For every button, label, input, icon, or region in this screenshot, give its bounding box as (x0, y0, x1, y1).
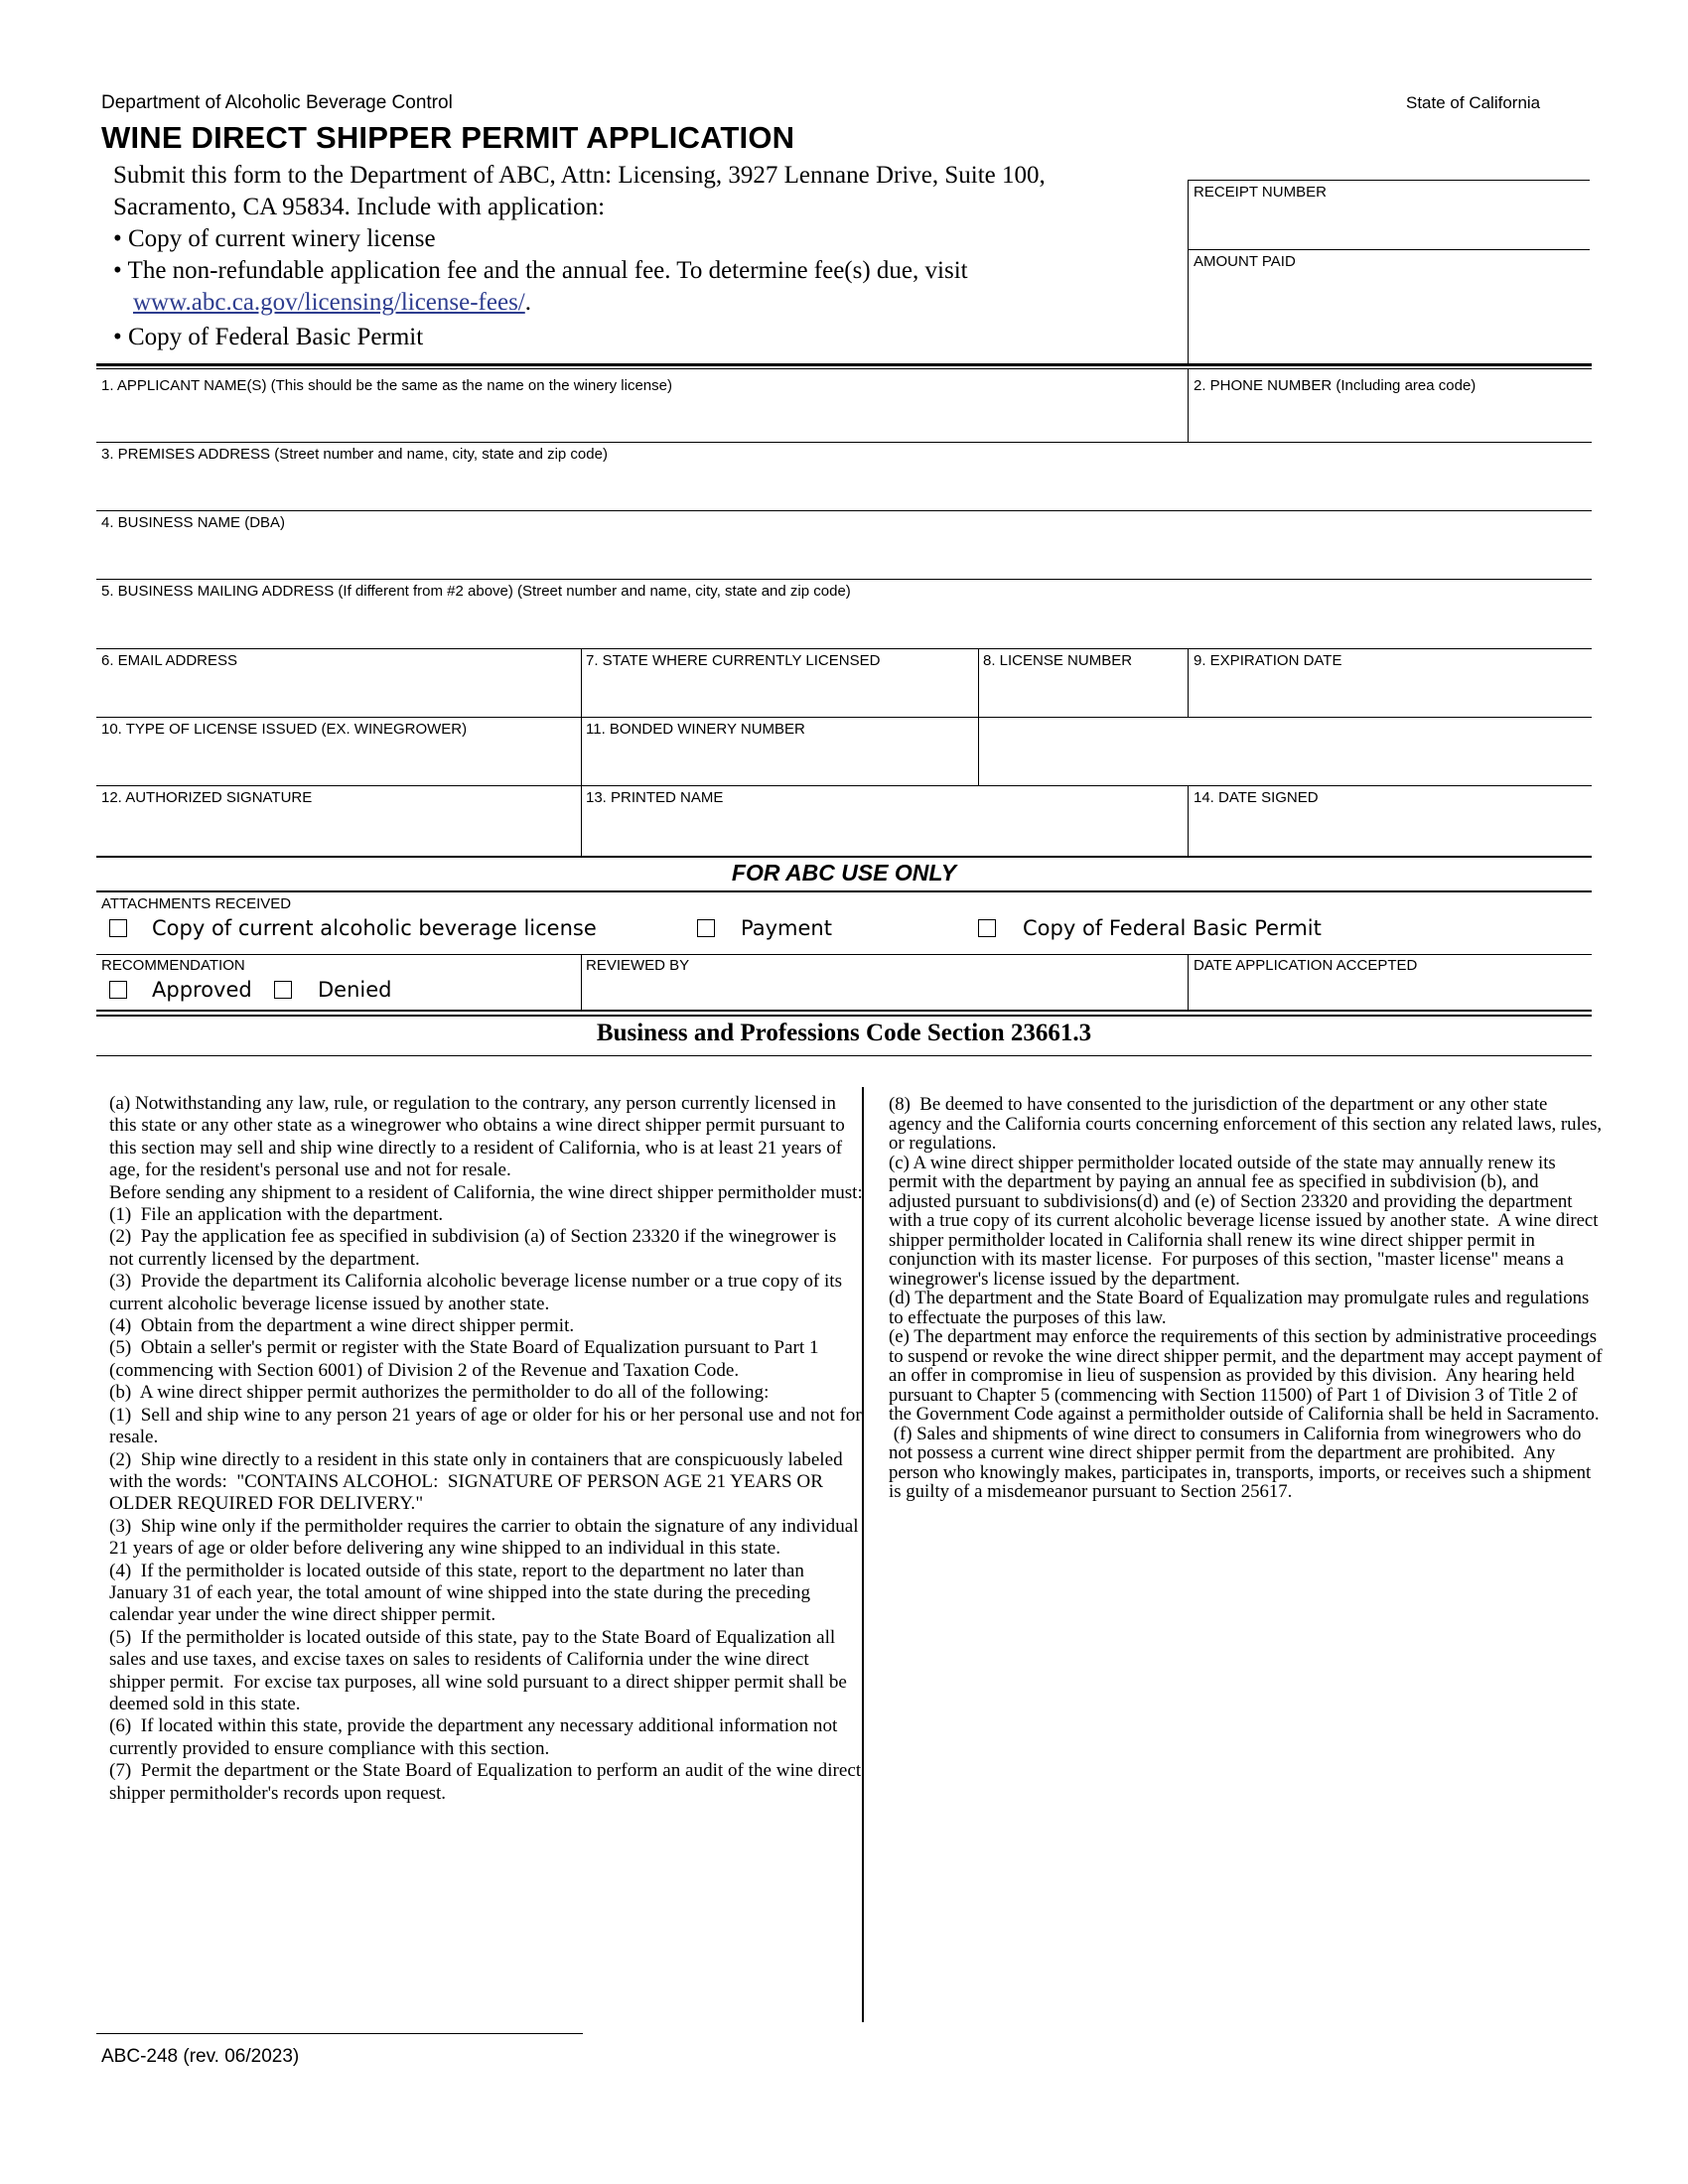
authorized-signature-input[interactable] (103, 814, 574, 850)
receipt-number-input[interactable] (1196, 208, 1587, 240)
printed-name-input[interactable] (588, 814, 1183, 850)
authorized-signature-label: 12. AUTHORIZED SIGNATURE (101, 789, 313, 806)
state-name: State of California (1406, 93, 1541, 112)
code-right-column (889, 1094, 1608, 1502)
date-signed-label: 14. DATE SIGNED (1194, 789, 1319, 806)
instructions-bullet-3: • Copy of Federal Basic Permit (113, 324, 424, 350)
instructions-line-1: Submit this form to the Department of ABC, Attn: Licensing, 3927 Lennane Drive, Suite 100, (113, 162, 1046, 189)
reviewed-by-input[interactable] (588, 979, 1183, 1009)
code-para: (1) File an application with the department. (109, 1204, 444, 1226)
abc-col-divider-b (1188, 954, 1189, 1011)
instructions-link-line (133, 289, 531, 317)
row1-bottom-rule (96, 442, 1592, 443)
email-address-label: 6. EMAIL ADDRESS (101, 652, 237, 669)
code-para: (4) Obtain from the department a wine direct shipper permit. (109, 1315, 575, 1337)
code-section-heading: Business and Professions Code Section 23661.3 (596, 1020, 1092, 1046)
recommendation-label: RECOMMENDATION (101, 957, 245, 974)
code-para: (b) A wine direct shipper permit authorizes the permitholder to do all of the following: (109, 1382, 770, 1404)
denied-checkbox-label: Denied (318, 978, 392, 1002)
approved-checkbox[interactable] (109, 981, 127, 999)
federal-permit-checkbox[interactable] (978, 919, 996, 937)
date-signed-input[interactable] (1196, 814, 1587, 850)
phone-number-input[interactable] (1196, 401, 1587, 437)
row7-bottom-rule (96, 856, 1592, 858)
code-para: (7) Permit the department or the State Board of Equalization to perform an audit of the wine direct shipper permitholder's records upon request. (109, 1760, 866, 1804)
code-para: (6) If located within this state, provide the department any necessary additional information not currently provided to ensure compliance with this section. (109, 1715, 843, 1759)
federal-permit-checkbox-label: Copy of Federal Basic Permit (1023, 916, 1322, 940)
license-copy-checkbox[interactable] (109, 919, 127, 937)
main-divider-thick (96, 363, 1592, 366)
abc-col-divider-a (581, 954, 582, 1011)
row2-bottom-rule (96, 510, 1592, 511)
abc-heading-rule (96, 890, 1592, 892)
code-para: (a) Notwithstanding any law, rule, or regulation to the contrary, any person currently licensed in this state or any other state as a winegrower who obtains a wine direct shipper permit pursuant to this section may sell and ship wine directly to a resident of California, who is at least 21 years of age, for the resident's personal use and not for resale. (109, 1093, 850, 1181)
code-heading-rule (96, 1055, 1592, 1056)
row4-bottom-rule (96, 648, 1592, 649)
receipt-number-label: RECEIPT NUMBER (1194, 184, 1327, 201)
code-para: (8) Be deemed to have consented to the jurisdiction of the department or any other state agency and the California courts concerning enforcement of this section any related laws, rules, or regulations. (889, 1094, 1607, 1154)
approved-checkbox-label: Approved (152, 978, 252, 1002)
code-para: (1) Sell and ship wine to any person 21 years of age or older for his or her personal use and not for resale. (109, 1404, 867, 1448)
premises-address-input[interactable] (103, 471, 1587, 506)
business-name-input[interactable] (103, 539, 1587, 575)
row5-bottom-rule (96, 717, 1592, 718)
abc-double-rule-1 (96, 1010, 1592, 1012)
applicant-name-input[interactable] (103, 401, 1180, 437)
email-address-input[interactable] (103, 677, 574, 713)
license-copy-checkbox-label: Copy of current alcoholic beverage license (152, 916, 597, 940)
code-para: (5) If the permitholder is located outside of this state, pay to the State Board of Equalization all sales and use taxes, and excise taxes on sales to residents of California under the wine direct shipper permit. For excise tax purposes, all wine sold pursuant to a direct shipper permit shall be deemed sold in this state. (109, 1626, 852, 1714)
code-para: (2) Ship wine directly to a resident in this state only in containers that are conspicuously labeled with the words: "CONTAINS ALCOHOL: SIGNATURE OF PERSON AGE 21 YEARS OR OLDER REQUIRED FOR DELIVERY." (109, 1448, 848, 1515)
code-para: (5) Obtain a seller's permit or register with the State Board of Equalization pursuant to Part 1 (commencing with Section 6001) of Division 2 of the Revenue and Taxation Code. (109, 1337, 824, 1381)
form-title: WINE DIRECT SHIPPER PERMIT APPLICATION (101, 120, 795, 155)
bonded-winery-input[interactable] (588, 746, 974, 781)
col-divider-d (1188, 785, 1189, 858)
phone-number-label: 2. PHONE NUMBER (Including area code) (1194, 377, 1477, 394)
link-suffix: . (524, 289, 532, 316)
expiration-date-input[interactable] (1196, 677, 1587, 713)
code-para: (4) If the permitholder is located outside of this state, report to the department no later than January 31 of each year, the total amount of wine shipped into the state during the preceding calendar year under the wine direct shipper permit. (109, 1560, 815, 1626)
license-fees-link[interactable]: www.abc.ca.gov/licensing/license-fees/ (133, 289, 525, 316)
amount-paid-input[interactable] (1196, 280, 1587, 312)
main-divider-thin (96, 368, 1592, 369)
date-accepted-input[interactable] (1196, 979, 1587, 1009)
row6-bottom-rule (96, 785, 1592, 786)
applicant-name-label: 1. APPLICANT NAME(S) (This should be the same as the name on the winery license) (101, 377, 672, 394)
code-para: Before sending any shipment to a resident of California, the wine direct shipper permitholder must: (109, 1181, 863, 1203)
instructions-bullet-1: • Copy of current winery license (113, 225, 436, 252)
footer-rule (96, 2033, 583, 2034)
code-para: (2) Pay the application fee as specified in subdivision (a) of Section 23320 if the winegrower is not currently licensed by the department. (109, 1226, 842, 1270)
code-para: (3) Provide the department its California alcoholic beverage license number or a true copy of its current alcoholic beverage license issued by another state. (109, 1271, 847, 1314)
attachments-bottom-rule (96, 954, 1592, 955)
reviewed-by-label: REVIEWED BY (586, 957, 690, 974)
premises-address-label: 3. PREMISES ADDRESS (Street number and name, city, state and zip code) (101, 446, 608, 463)
office-box-top-rule (1188, 180, 1590, 181)
instructions-line-2: Sacramento, CA 95834. Include with application: (113, 194, 606, 220)
instructions-bullet-2: • The non-refundable application fee and the annual fee. To determine fee(s) due, visit (113, 257, 968, 284)
row3-bottom-rule (96, 579, 1592, 580)
attachments-received-label: ATTACHMENTS RECEIVED (101, 895, 292, 912)
code-left-column (109, 1093, 867, 1805)
license-number-label: 8. LICENSE NUMBER (983, 652, 1133, 669)
printed-name-label: 13. PRINTED NAME (586, 789, 724, 806)
amount-paid-label: AMOUNT PAID (1194, 253, 1296, 270)
abc-double-rule-2 (96, 1015, 1592, 1017)
row1-divider (1188, 369, 1189, 443)
denied-checkbox[interactable] (274, 981, 292, 999)
license-type-label: 10. TYPE OF LICENSE ISSUED (EX. WINEGROWER) (101, 721, 468, 738)
mailing-address-input[interactable] (103, 608, 1587, 643)
state-licensed-label: 7. STATE WHERE CURRENTLY LICENSED (586, 652, 881, 669)
department-name: Department of Alcoholic Beverage Control (101, 92, 453, 113)
office-box-mid-rule (1188, 249, 1590, 250)
abc-use-heading: FOR ABC USE ONLY (731, 860, 957, 886)
code-para: (f) Sales and shipments of wine direct to consumers in California from winegrowers who do not possess a current wine direct shipper permit from the department are prohibited. Any person who knowingly makes, participates in, transports, imports, or receives such a shipment is guilty of a misdemeanor pursuant to Section 25617. (889, 1423, 1596, 1502)
expiration-date-label: 9. EXPIRATION DATE (1194, 652, 1342, 669)
state-licensed-input[interactable] (588, 677, 974, 713)
col-divider-c (1188, 648, 1189, 718)
form-number: ABC-248 (rev. 06/2023) (101, 2046, 300, 2067)
bonded-winery-label: 11. BONDED WINERY NUMBER (586, 721, 805, 738)
license-type-input[interactable] (103, 746, 574, 781)
col-divider-a (581, 648, 582, 858)
code-para: (d) The department and the State Board of Equalization may promulgate rules and regulations to effectuate the purposes of this law. (889, 1288, 1594, 1328)
code-para: (e) The department may enforce the requirements of this section by administrative proceedings to suspend or revoke the wine direct shipper permit, and the department may accept payment of an offer in compromise in lieu of suspension as provided by this division. Any hearing held pursuant to Chapter 5 (commencing with Section 11500) of Part 1 of Division 3 of Title 2 of the Government Code against a permitholder outside of California shall be held in Sacramento. (889, 1326, 1608, 1425)
payment-checkbox-label: Payment (741, 916, 832, 940)
code-para: (c) A wine direct shipper permitholder located outside of the state may annually renew its permit with the department by paying an annual fee as specified in subdivision (b), and adjusted pursuant to subdivisions(d) and (e) of Section 23320 and providing the department with a true copy of its current alcoholic beverage license issued by another state. A wine direct shipper permitholder located in California shall renew its wine direct shipper permit in conjunction with its master license. For purposes of this section, "master license" means a winegrower's license issued by the department. (889, 1152, 1604, 1290)
code-para: (3) Ship wine only if the permitholder requires the carrier to obtain the signature of any individual 21 years of age or older before delivering any wine shipped to an individual in this state. (109, 1515, 864, 1560)
license-number-input[interactable] (985, 677, 1183, 713)
business-name-label: 4. BUSINESS NAME (DBA) (101, 514, 286, 531)
date-accepted-label: DATE APPLICATION ACCEPTED (1194, 957, 1418, 974)
mailing-address-label: 5. BUSINESS MAILING ADDRESS (If different from #2 above) (Street number and name, city, state and zip code) (101, 583, 851, 600)
office-box-left-rule (1188, 180, 1189, 365)
payment-checkbox[interactable] (697, 919, 715, 937)
